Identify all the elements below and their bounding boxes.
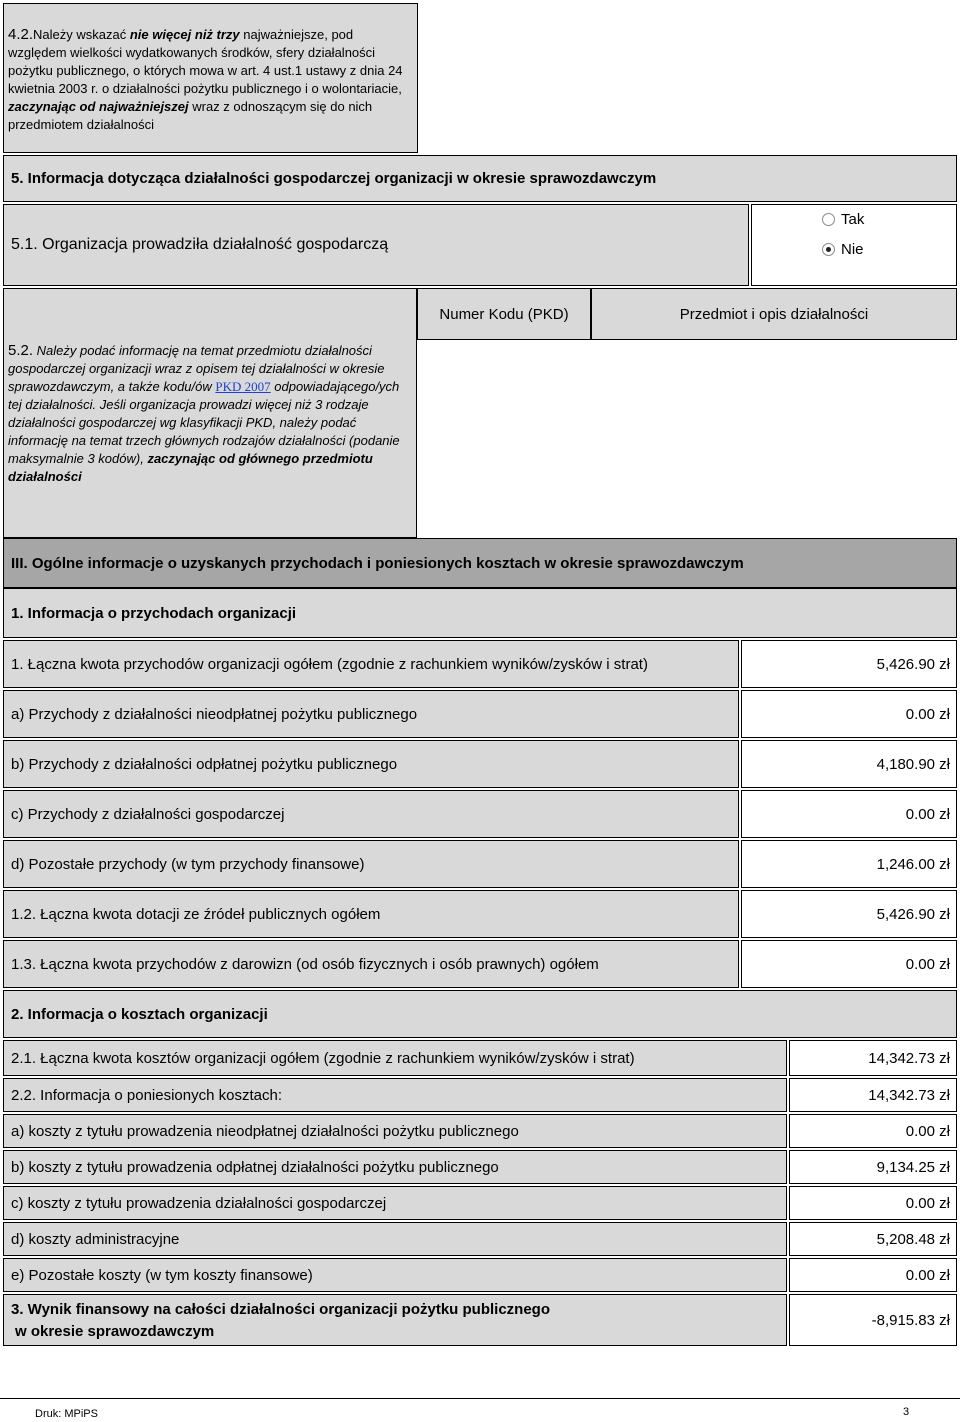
pkd-2007-link[interactable]: PKD 2007	[215, 379, 271, 394]
section-5-2-number: 5.2.	[8, 342, 34, 359]
footer-print-label: Druk: MPiPS	[35, 1408, 98, 1420]
revenue-row-label: 1.2. Łączna kwota dotacji ze źródeł publicznych ogółem	[3, 890, 739, 938]
financial-result-label-line-2: w okresie sprawozdawczym	[15, 1323, 215, 1340]
revenue-row-value: 0.00 zł	[741, 790, 957, 838]
section-5-1-label: 5.1. Organizacja prowadziła działalność gospodarczą	[11, 236, 389, 253]
revenue-row-label: a) Przychody z działalności nieodpłatnej pożytku publicznego	[3, 690, 739, 738]
cost-row-label: c) koszty z tytułu prowadzenia działalności gospodarczej	[3, 1186, 787, 1220]
revenue-row-label: c) Przychody z działalności gospodarczej	[3, 790, 739, 838]
cost-row-value: 0.00 zł	[789, 1186, 957, 1220]
revenue-row-label: 1. Łączna kwota przychodów organizacji ogółem (zgodnie z rachunkiem wyników/zysków i strat)	[3, 640, 739, 688]
costs-header-title: 2. Informacja o kosztach organizacji	[11, 1005, 268, 1023]
section-iii-header	[3, 538, 957, 588]
radio-nie-label: Nie	[841, 241, 864, 258]
pkd-code-header: Numer Kodu (PKD)	[417, 288, 591, 340]
revenue-row-value: 1,246.00 zł	[741, 840, 957, 888]
revenue-row-label: 1.3. Łączna kwota przychodów z darowizn (od osób fizycznych i osób prawnych) ogółem	[3, 940, 739, 988]
cost-row-label: e) Pozostałe koszty (w tym koszty finansowe)	[3, 1258, 787, 1292]
revenue-row-value: 4,180.90 zł	[741, 740, 957, 788]
radio-tak-label: Tak	[841, 211, 865, 228]
cost-row-label: d) koszty administracyjne	[3, 1222, 787, 1256]
cost-row-value: 14,342.73 zł	[789, 1040, 957, 1076]
radio-tak-icon[interactable]	[822, 213, 835, 226]
cost-row-value: 0.00 zł	[789, 1114, 957, 1148]
footer-page-number: 3	[903, 1406, 910, 1418]
section-4-2-number: 4.2.	[8, 26, 34, 43]
financial-result-label-line-1: 3. Wynik finansowy na całości działalności organizacji pożytku publicznego	[11, 1301, 551, 1318]
pkd-desc-header: Przedmiot i opis działalności	[591, 288, 957, 340]
cost-row-label: 2.2. Informacja o poniesionych kosztach:	[3, 1078, 787, 1112]
revenue-row-value: 0.00 zł	[741, 940, 957, 988]
cost-row-label: b) koszty z tytułu prowadzenia odpłatnej działalności pożytku publicznego	[3, 1150, 787, 1184]
section-5-2-top-line	[3, 288, 417, 289]
cost-row-label: a) koszty z tytułu prowadzenia nieodpłatnej działalności pożytku publicznego	[3, 1114, 787, 1148]
footer-rule	[0, 1398, 960, 1399]
section-5-2-text: 5.2. Należy podać informację na temat przedmiotu działalności gospodarczej organizacji wraz z opisem tej działalności w okresie sprawozdawczym, a także kodu/ów PKD 2007 odpowiadającego/ych tej działalności. Jeśli organizacja prowadzi więcej niż 3 rodzaje działalności gospodarczej wg klasyfikacji PKD, należy podać informację na temat trzech głównych rodzajów działalności (podanie maksymalnie 3 kodów), zaczynając od głównego przedmiotu działalności	[8, 342, 400, 484]
section-5-header	[3, 155, 957, 202]
radio-option-nie[interactable]	[822, 241, 864, 258]
cost-row-label: 2.1. Łączna kwota kosztów organizacji ogółem (zgodnie z rachunkiem wyników/zysków i strat)	[3, 1040, 787, 1076]
cost-row-value: 9,134.25 zł	[789, 1150, 957, 1184]
financial-result-value: -8,915.83 zł	[789, 1294, 957, 1346]
cost-row-value: 0.00 zł	[789, 1258, 957, 1292]
radio-nie-icon[interactable]	[822, 243, 835, 256]
revenue-row-value: 0.00 zł	[741, 690, 957, 738]
section-5-title: 5. Informacja dotycząca działalności gospodarczej organizacji w okresie sprawozdawczym	[11, 170, 657, 187]
revenue-header-title: 1. Informacja o przychodach organizacji	[11, 604, 297, 622]
section-iii-title: III. Ogólne informacje o uzyskanych przychodach i poniesionych kosztach w okresie sprawozdawczym	[11, 554, 744, 572]
financial-result-label-cell	[3, 1294, 787, 1346]
radio-option-tak[interactable]	[822, 211, 864, 228]
costs-header	[3, 990, 957, 1038]
pkd-entries-area[interactable]	[417, 340, 957, 538]
cost-row-value: 5,208.48 zł	[789, 1222, 957, 1256]
section-5-1-label-cell	[3, 204, 749, 286]
revenue-row-label: b) Przychody z działalności odpłatnej pożytku publicznego	[3, 740, 739, 788]
revenue-header	[3, 588, 957, 638]
revenue-row-value: 5,426.90 zł	[741, 640, 957, 688]
section-4-2-text: 4.2.Należy wskazać nie więcej niż trzy najważniejsze, pod względem wielkości wydatkowanych środków, sfery działalności pożytku publicznego, o których mowa w art. 4 ust.1 ustawy z dnia 24 kwietnia 2003 r. o działalności pożytku publicznego i o wolontariacie, zaczynając od najważniejszej wraz z odnoszącym się do nich przedmiotem działalności	[8, 26, 403, 132]
revenue-row-value: 5,426.90 zł	[741, 890, 957, 938]
revenue-row-label: d) Pozostałe przychody (w tym przychody finansowe)	[3, 840, 739, 888]
cost-row-value: 14,342.73 zł	[789, 1078, 957, 1112]
